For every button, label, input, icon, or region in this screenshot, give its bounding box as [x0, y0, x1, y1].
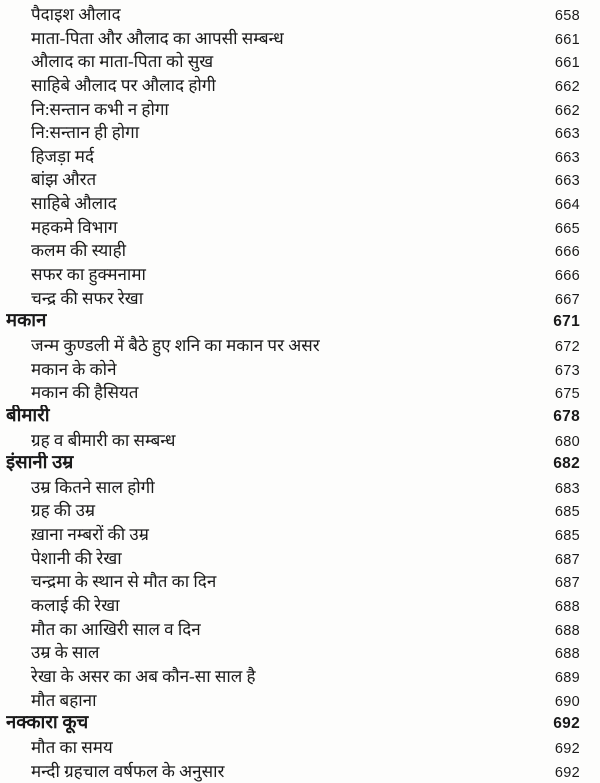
- toc-entry-page-number: 692: [554, 764, 580, 781]
- toc-entry-title: मौत का आखिरी साल व दिन: [31, 619, 201, 639]
- toc-entry-page-number: 661: [554, 31, 580, 48]
- toc-entry-title: ख़ाना नम्बरों की उम्र: [31, 525, 149, 545]
- toc-entry-title: महकमे विभाग: [31, 217, 118, 237]
- toc-item-row: [6, 523, 580, 547]
- toc-entry-title: माता-पिता और औलाद का आपसी सम्बन्ध: [31, 28, 284, 48]
- toc-entry-page-number: 688: [554, 622, 580, 639]
- toc-entry-page-number: 687: [554, 575, 580, 592]
- toc-entry-title: मन्दी ग्रहचाल वर्षफल के अनुसार: [31, 761, 225, 781]
- toc-entry-title: मौत बहाना: [31, 690, 97, 710]
- toc-entry-page-number: 665: [554, 220, 580, 237]
- toc-item-row: [6, 50, 580, 74]
- toc-section-title: इंसानी उम्र: [6, 453, 74, 474]
- toc-entry-page-number: 680: [554, 433, 580, 450]
- toc-entry-title: चन्द्र की सफर रेखा: [31, 288, 144, 308]
- toc-item-row: [6, 760, 580, 783]
- toc-section-row: [6, 405, 580, 429]
- toc-entry-title: चन्द्रमा के स्थान से मौत का दिन: [31, 572, 217, 592]
- toc-entry-page-number: 687: [554, 551, 580, 568]
- toc-item-row: [6, 499, 580, 523]
- toc-entry-title: औलाद का माता-पिता को सुख: [31, 52, 214, 72]
- toc-entry-page-number: 690: [554, 693, 580, 710]
- toc-entry-title: रेखा के असर का अब कौन-सा साल है: [31, 666, 256, 686]
- toc-entry-title: मौत का समय: [31, 737, 113, 757]
- toc-section-title: नक्कारा कूच: [6, 713, 89, 734]
- toc-list: [6, 3, 580, 783]
- toc-item-row: [6, 476, 580, 500]
- toc-entry-page-number: 666: [554, 244, 580, 261]
- toc-item-row: [6, 641, 580, 665]
- toc-entry-page-number: 662: [554, 78, 580, 95]
- toc-item-row: [6, 216, 580, 240]
- toc-entry-title: नि:सन्तान कभी न होगा: [31, 99, 169, 119]
- toc-entry-page-number: 675: [554, 386, 580, 403]
- toc-entry-title: कलम की स्याही: [31, 241, 127, 261]
- toc-item-row: [6, 570, 580, 594]
- toc-item-row: [6, 263, 580, 287]
- toc-section-row: [6, 452, 580, 476]
- toc-entry-page-number: 666: [554, 268, 580, 285]
- toc-item-row: [6, 287, 580, 311]
- toc-entry-title: मकान की हैसियत: [31, 383, 139, 403]
- toc-entry-title: कलाई की रेखा: [31, 596, 120, 616]
- toc-item-row: [6, 689, 580, 713]
- toc-section-title: मकान: [6, 311, 47, 332]
- toc-entry-page-number: 658: [554, 8, 580, 24]
- toc-item-row: [6, 98, 580, 122]
- toc-item-row: [6, 3, 580, 27]
- toc-section-row: [6, 712, 580, 736]
- toc-item-row: [6, 168, 580, 192]
- toc-entry-page-number: 689: [554, 669, 580, 686]
- toc-item-row: [6, 429, 580, 453]
- toc-item-row: [6, 192, 580, 216]
- toc-entry-title: उम्र के साल: [31, 643, 100, 663]
- toc-item-row: [6, 121, 580, 145]
- toc-entry-title: पैदाइश औलाद: [31, 5, 121, 24]
- toc-item-row: [6, 618, 580, 642]
- toc-item-row: [6, 736, 580, 760]
- toc-entry-title: साहिबे औलाद: [31, 194, 117, 214]
- toc-entry-title: नि:सन्तान ही होगा: [31, 123, 140, 143]
- toc-entry-page-number: 664: [554, 197, 580, 214]
- toc-item-row: [6, 145, 580, 169]
- toc-entry-page-number: 688: [554, 646, 580, 663]
- toc-entry-page-number: 673: [554, 362, 580, 379]
- toc-entry-page-number: 683: [554, 480, 580, 497]
- toc-item-row: [6, 665, 580, 689]
- toc-item-row: [6, 594, 580, 618]
- toc-item-row: [6, 74, 580, 98]
- toc-item-row: [6, 334, 580, 358]
- toc-entry-page-number: 692: [553, 715, 580, 733]
- toc-section-row: [6, 310, 580, 334]
- toc-item-row: [6, 358, 580, 382]
- toc-entry-page-number: 663: [554, 173, 580, 190]
- toc-entry-title: ग्रह व बीमारी का सम्बन्ध: [31, 430, 176, 450]
- toc-item-row: [6, 27, 580, 51]
- toc-entry-page-number: 667: [554, 291, 580, 308]
- toc-item-row: [6, 381, 580, 405]
- toc-entry-title: मकान के कोने: [31, 359, 117, 379]
- toc-entry-page-number: 662: [554, 102, 580, 119]
- toc-entry-title: पेशानी की रेखा: [31, 548, 122, 568]
- toc-item-row: [6, 239, 580, 263]
- toc-entry-title: जन्म कुण्डली में बैठे हुए शनि का मकान पर असर: [31, 335, 320, 355]
- toc-entry-title: साहिबे औलाद पर औलाद होगी: [31, 75, 216, 95]
- toc-entry-page-number: 692: [554, 740, 580, 757]
- toc-entry-page-number: 685: [554, 528, 580, 545]
- toc-entry-page-number: 688: [554, 599, 580, 616]
- toc-section-title: बीमारी: [6, 405, 50, 426]
- toc-entry-page-number: 685: [554, 504, 580, 521]
- toc-entry-page-number: 682: [553, 455, 580, 473]
- toc-entry-page-number: 671: [553, 313, 580, 331]
- toc-entry-title: हिजड़ा मर्द: [31, 146, 94, 166]
- toc-entry-title: सफर का हुक्मनामा: [31, 265, 146, 285]
- toc-entry-page-number: 672: [554, 338, 580, 355]
- toc-entry-title: ग्रह की उम्र: [31, 501, 96, 521]
- toc-entry-page-number: 663: [554, 149, 580, 166]
- toc-entry-page-number: 661: [554, 55, 580, 72]
- toc-entry-title: उम्र कितने साल होगी: [31, 477, 155, 497]
- toc-entry-page-number: 663: [554, 126, 580, 143]
- toc-entry-title: बांझ औरत: [31, 170, 97, 190]
- toc-entry-page-number: 678: [553, 407, 580, 425]
- toc-item-row: [6, 547, 580, 571]
